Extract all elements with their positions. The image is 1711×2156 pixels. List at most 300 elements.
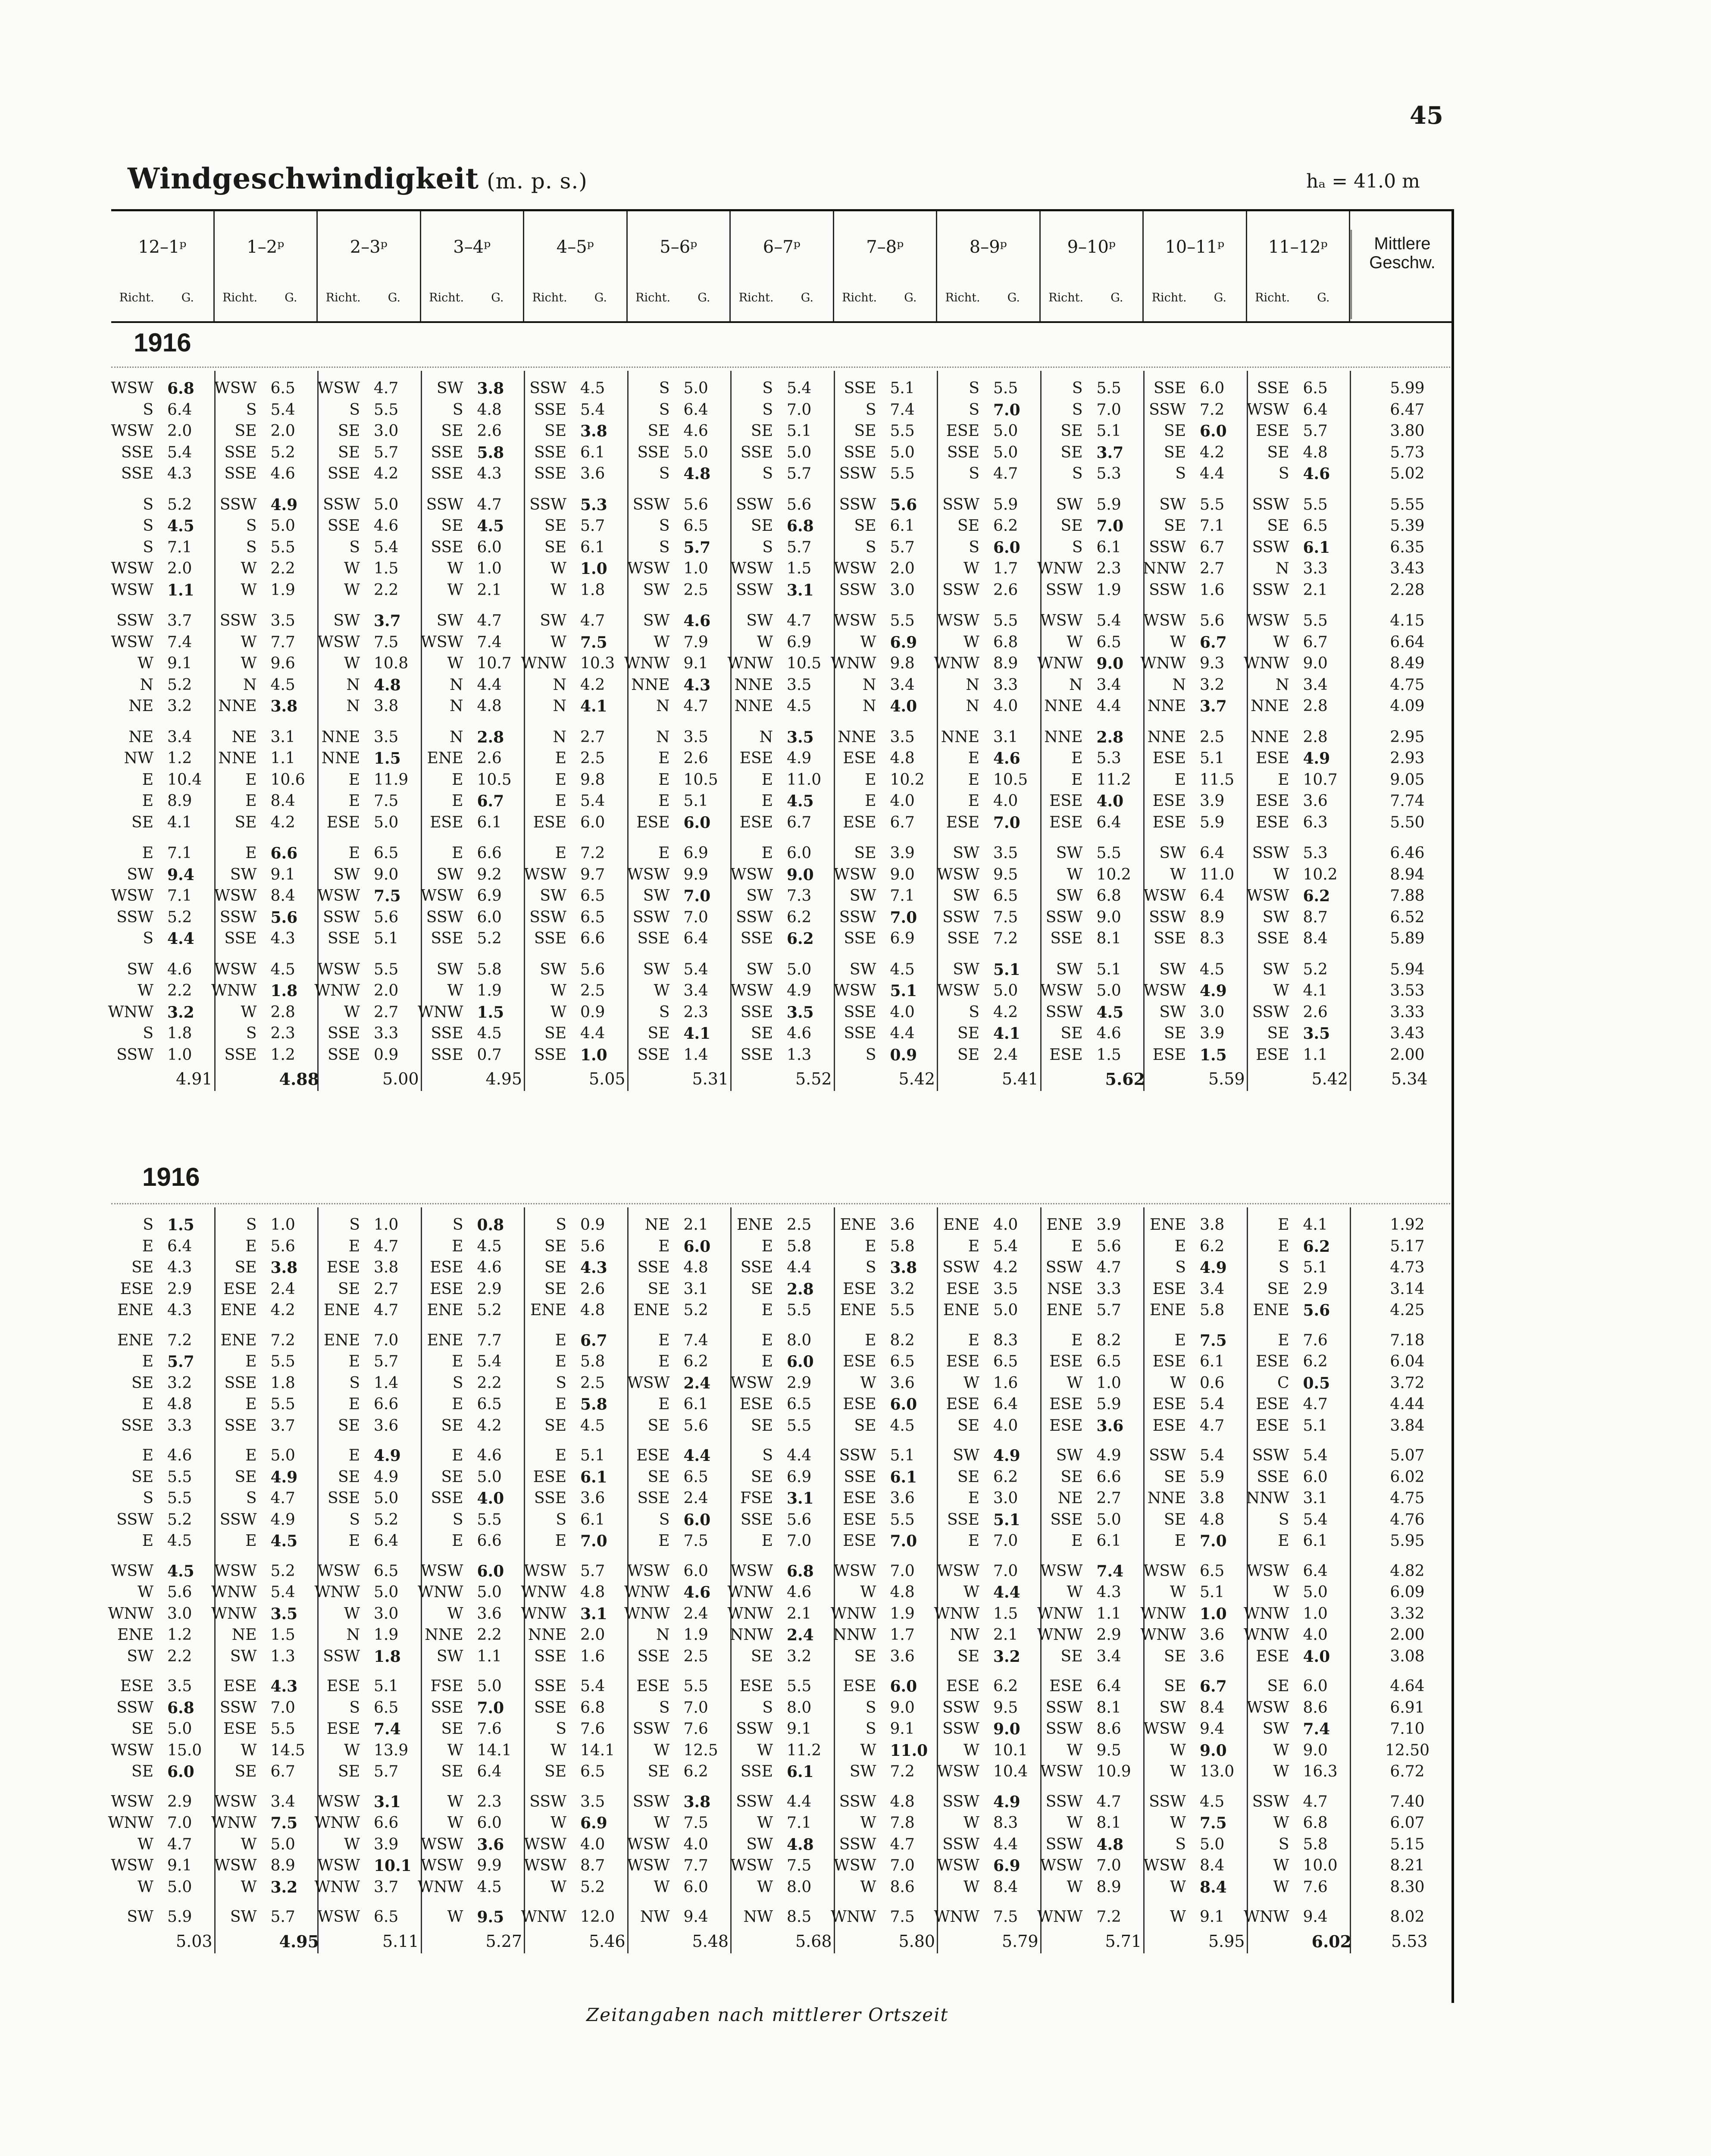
wind-speed: 3.8 bbox=[580, 422, 607, 440]
wind-speed: 6.0 bbox=[477, 908, 502, 926]
wind-direction: SE bbox=[957, 1468, 979, 1486]
wind-direction: SE bbox=[957, 1025, 979, 1042]
wind-speed: 8.2 bbox=[1096, 1331, 1121, 1349]
wind-direction: E bbox=[761, 1301, 773, 1319]
wind-speed: 2.5 bbox=[787, 1216, 812, 1234]
wind-direction: W bbox=[860, 633, 876, 651]
wind-speed: 4.9 bbox=[993, 1447, 1020, 1465]
wind-speed: 3.6 bbox=[477, 1604, 502, 1623]
wind-speed: 5.0 bbox=[993, 1301, 1018, 1319]
wind-direction: E bbox=[555, 844, 566, 862]
wind-speed: 4.8 bbox=[683, 465, 711, 483]
wind-speed: 5.5 bbox=[787, 1677, 812, 1695]
speed-subheader: G. bbox=[904, 291, 917, 304]
table-row bbox=[111, 1836, 1453, 1855]
wind-direction: SE bbox=[235, 1763, 257, 1780]
wind-direction: SW bbox=[333, 612, 360, 630]
table-row bbox=[111, 792, 1453, 811]
wind-speed: 2.5 bbox=[683, 1647, 708, 1665]
wind-direction: WSW bbox=[1040, 1763, 1083, 1780]
wind-direction: ESE bbox=[739, 749, 773, 767]
wind-direction: SSE bbox=[224, 930, 257, 947]
wind-direction: S bbox=[865, 1259, 876, 1276]
wind-direction: ENE bbox=[220, 1331, 257, 1349]
wind-speed: 1.8 bbox=[270, 982, 298, 1000]
wind-speed: 4.5 bbox=[270, 960, 295, 978]
wind-direction: WSW bbox=[111, 379, 153, 397]
wind-speed: 13.0 bbox=[1200, 1763, 1235, 1780]
wind-speed: 7.5 bbox=[1200, 1331, 1227, 1350]
wind-speed: 5.5 bbox=[787, 1416, 812, 1435]
wind-speed: 0.6 bbox=[1200, 1374, 1225, 1392]
wind-speed: 5.7 bbox=[580, 517, 605, 535]
wind-speed: 5.8 bbox=[477, 443, 504, 462]
wind-speed: 4.3 bbox=[270, 930, 295, 947]
wind-speed: 3.5 bbox=[270, 612, 295, 630]
wind-direction: SSE bbox=[534, 1698, 566, 1717]
wind-direction: WSW bbox=[1143, 612, 1186, 630]
wind-direction: WNW bbox=[417, 1878, 463, 1896]
wind-speed: 6.1 bbox=[787, 1763, 814, 1781]
wind-speed: 4.9 bbox=[1200, 982, 1227, 1000]
wind-speed: 9.1 bbox=[167, 1857, 192, 1874]
speed-subheader: G. bbox=[594, 291, 607, 304]
wind-direction: SSE bbox=[534, 1677, 566, 1695]
wind-direction: SE bbox=[647, 1468, 670, 1486]
wind-direction: W bbox=[1273, 1857, 1289, 1874]
wind-direction: SSW bbox=[942, 1259, 979, 1276]
wind-direction: WSW bbox=[627, 1857, 670, 1874]
hourly-average: 5.31 bbox=[692, 1069, 729, 1088]
wind-speed: 7.0 bbox=[787, 401, 812, 419]
wind-direction: SE bbox=[131, 1374, 153, 1392]
wind-speed: 1.0 bbox=[270, 1216, 295, 1234]
wind-speed: 3.5 bbox=[993, 1280, 1018, 1298]
wind-direction: W bbox=[1067, 1814, 1083, 1832]
wind-speed: 9.7 bbox=[580, 865, 605, 884]
wind-speed: 4.9 bbox=[270, 495, 298, 514]
wind-speed: 6.7 bbox=[1200, 633, 1227, 652]
wind-speed: 7.6 bbox=[580, 1720, 605, 1738]
wind-direction: ESE bbox=[843, 1395, 876, 1413]
wind-direction: WNW bbox=[521, 1908, 566, 1926]
wind-direction: ESE bbox=[843, 1532, 876, 1550]
wind-speed: 7.5 bbox=[1200, 1814, 1227, 1832]
wind-direction: WNW bbox=[314, 982, 360, 1000]
wind-speed: 9.0 bbox=[890, 865, 915, 884]
wind-speed: 8.1 bbox=[1096, 1814, 1121, 1832]
wind-direction: SE bbox=[441, 1763, 463, 1780]
wind-direction: E bbox=[658, 792, 670, 810]
wind-direction: S bbox=[762, 379, 773, 397]
wind-speed: 7.2 bbox=[993, 930, 1018, 947]
wind-direction: SW bbox=[230, 865, 257, 884]
wind-direction: SSE bbox=[431, 1489, 463, 1507]
wind-direction: SE bbox=[338, 1280, 360, 1298]
wind-speed: 3.4 bbox=[167, 728, 192, 746]
wind-direction: SW bbox=[643, 960, 670, 978]
wind-direction: WSW bbox=[1246, 401, 1289, 419]
wind-speed: 4.5 bbox=[270, 1532, 298, 1550]
wind-speed: 2.1 bbox=[1303, 581, 1328, 599]
wind-direction: WNW bbox=[934, 1604, 979, 1623]
wind-speed: 6.5 bbox=[374, 1698, 399, 1717]
wind-direction: WNW bbox=[108, 1003, 153, 1021]
wind-speed: 3.0 bbox=[993, 1489, 1018, 1507]
wind-speed: 9.4 bbox=[1303, 1908, 1328, 1926]
wind-speed: 9.5 bbox=[477, 1908, 504, 1926]
wind-speed: 7.4 bbox=[167, 633, 192, 651]
wind-speed: 6.6 bbox=[374, 1395, 399, 1413]
wind-direction: E bbox=[245, 792, 257, 810]
wind-speed: 1.1 bbox=[477, 1647, 502, 1665]
wind-speed: 6.8 bbox=[1303, 1814, 1328, 1832]
wind-speed: 4.1 bbox=[580, 697, 607, 715]
wind-direction: N bbox=[553, 728, 566, 746]
wind-direction: SSW bbox=[529, 379, 566, 397]
wind-direction: W bbox=[1170, 1763, 1186, 1780]
wind-direction: SW bbox=[953, 1447, 979, 1464]
wind-direction: W bbox=[654, 1878, 670, 1896]
wind-direction: N bbox=[450, 697, 463, 715]
wind-speed: 6.7 bbox=[580, 1331, 607, 1350]
wind-direction: ESE bbox=[636, 1447, 670, 1464]
wind-direction: E bbox=[658, 749, 670, 767]
wind-speed: 10.2 bbox=[1096, 865, 1131, 884]
wind-speed: 9.1 bbox=[1200, 1908, 1225, 1926]
hourly-average: 5.79 bbox=[1002, 1932, 1038, 1951]
wind-direction: SSW bbox=[942, 1698, 979, 1717]
wind-speed: 4.0 bbox=[993, 1416, 1018, 1435]
wind-speed: 2.3 bbox=[683, 1003, 708, 1021]
wind-speed: 2.3 bbox=[1096, 560, 1121, 577]
wind-speed: 1.5 bbox=[787, 560, 812, 577]
wind-direction: WNW bbox=[830, 1604, 876, 1623]
table-row bbox=[111, 1374, 1453, 1393]
wind-direction: WSW bbox=[833, 982, 876, 1000]
wind-direction: SSE bbox=[328, 465, 360, 483]
wind-direction: S bbox=[143, 1216, 153, 1234]
wind-speed: 5.3 bbox=[580, 495, 607, 514]
wind-speed: 9.4 bbox=[1200, 1720, 1225, 1738]
wind-speed: 2.9 bbox=[167, 1792, 192, 1811]
wind-speed: 2.2 bbox=[167, 982, 192, 1000]
wind-direction: SSW bbox=[632, 1792, 670, 1811]
wind-direction: WSW bbox=[627, 1835, 670, 1853]
wind-direction: ENE bbox=[1149, 1216, 1186, 1234]
wind-direction: ENE bbox=[633, 1301, 670, 1319]
wind-direction: SW bbox=[643, 887, 670, 905]
wind-direction: ESE bbox=[946, 1395, 979, 1413]
wind-direction: WNW bbox=[521, 655, 566, 672]
mean-speed: 6.07 bbox=[1390, 1814, 1425, 1832]
wind-speed: 8.9 bbox=[1096, 1878, 1121, 1896]
right-border bbox=[1451, 209, 1454, 2003]
table-row bbox=[111, 676, 1453, 695]
mean-speed: 3.84 bbox=[1390, 1416, 1425, 1435]
wind-direction: SE bbox=[957, 517, 979, 535]
wind-direction: ESE bbox=[1256, 749, 1289, 767]
wind-speed: 8.0 bbox=[787, 1698, 812, 1717]
table-row bbox=[111, 1332, 1453, 1351]
wind-speed: 2.0 bbox=[167, 422, 192, 440]
wind-direction: W bbox=[757, 633, 773, 651]
wind-speed: 3.6 bbox=[580, 1489, 605, 1507]
wind-direction: SSE bbox=[328, 930, 360, 947]
wind-direction: WSW bbox=[420, 1835, 463, 1853]
wind-speed: 5.2 bbox=[1303, 960, 1328, 978]
wind-speed: 5.1 bbox=[890, 982, 917, 1000]
wind-speed: 7.2 bbox=[890, 1763, 915, 1780]
wind-speed: 6.7 bbox=[1200, 1677, 1227, 1695]
mean-speed: 3.14 bbox=[1390, 1280, 1425, 1298]
mean-speed: 5.07 bbox=[1390, 1447, 1425, 1464]
wind-speed: 6.8 bbox=[993, 633, 1018, 651]
wind-direction: WSW bbox=[730, 1562, 773, 1580]
wind-direction: W bbox=[137, 1583, 153, 1601]
wind-direction: WNW bbox=[1140, 1626, 1186, 1644]
table-row bbox=[111, 887, 1453, 906]
wind-direction: E bbox=[1174, 1237, 1186, 1255]
wind-direction: WNW bbox=[1243, 655, 1289, 672]
wind-speed: 4.9 bbox=[1096, 1447, 1121, 1464]
wind-direction: SSW bbox=[1252, 581, 1289, 599]
wind-direction: W bbox=[654, 1814, 670, 1832]
wind-speed: 6.5 bbox=[1096, 1353, 1121, 1370]
wind-speed: 7.2 bbox=[167, 1331, 192, 1349]
wind-direction: E bbox=[1278, 1532, 1289, 1550]
wind-speed: 3.3 bbox=[993, 676, 1018, 694]
wind-speed: 5.6 bbox=[1200, 612, 1225, 630]
wind-direction: E bbox=[761, 1532, 773, 1550]
wind-direction: E bbox=[761, 1331, 773, 1349]
wind-direction: SE bbox=[1060, 1647, 1083, 1665]
wind-speed: 4.0 bbox=[1303, 1647, 1330, 1666]
wind-speed: 6.7 bbox=[270, 1763, 295, 1780]
wind-speed: 6.0 bbox=[683, 813, 711, 832]
wind-speed: 8.9 bbox=[270, 1857, 295, 1874]
wind-speed: 7.2 bbox=[580, 844, 605, 862]
wind-speed: 3.0 bbox=[167, 1604, 192, 1623]
wind-direction: S bbox=[452, 401, 463, 419]
wind-speed: 1.0 bbox=[477, 560, 502, 577]
mean-speed: 5.15 bbox=[1390, 1835, 1425, 1853]
wind-direction: W bbox=[963, 1583, 979, 1601]
wind-direction: E bbox=[658, 1395, 670, 1413]
wind-direction: WNW bbox=[934, 655, 979, 672]
wind-direction: ESE bbox=[1256, 1647, 1289, 1665]
wind-direction: SSE bbox=[534, 465, 566, 483]
hourly-average: 5.46 bbox=[589, 1932, 626, 1951]
wind-direction: SW bbox=[746, 960, 773, 978]
wind-direction: ESE bbox=[533, 1468, 566, 1486]
wind-direction: SSE bbox=[1154, 379, 1186, 397]
wind-speed: 4.3 bbox=[580, 1259, 607, 1277]
wind-speed: 6.2 bbox=[993, 1677, 1018, 1695]
wind-speed: 1.5 bbox=[993, 1604, 1018, 1623]
direction-subheader: Richt. bbox=[532, 291, 567, 304]
wind-speed: 5.1 bbox=[683, 792, 708, 810]
wind-speed: 9.9 bbox=[683, 865, 708, 884]
mean-speed: 7.74 bbox=[1390, 792, 1425, 810]
wind-direction: ENE bbox=[943, 1301, 979, 1319]
wind-direction: SSE bbox=[844, 1468, 876, 1486]
wind-direction: SSW bbox=[839, 581, 876, 599]
wind-speed: 6.0 bbox=[477, 1562, 504, 1580]
wind-direction: SW bbox=[540, 612, 566, 630]
speed-subheader: G. bbox=[801, 291, 813, 304]
wind-direction: W bbox=[1067, 1374, 1083, 1392]
wind-speed: 1.2 bbox=[167, 1626, 192, 1644]
wind-direction: WSW bbox=[317, 887, 360, 905]
wind-speed: 5.4 bbox=[374, 538, 399, 556]
wind-direction: E bbox=[865, 792, 876, 810]
wind-direction: WSW bbox=[420, 887, 463, 905]
wind-direction: WSW bbox=[111, 887, 153, 905]
wind-speed: 1.9 bbox=[477, 982, 502, 1000]
wind-speed: 3.1 bbox=[787, 581, 814, 599]
wind-speed: 4.5 bbox=[167, 517, 194, 535]
wind-direction: ESE bbox=[430, 1280, 463, 1298]
wind-direction: S bbox=[762, 401, 773, 419]
wind-direction: SE bbox=[854, 517, 876, 535]
wind-speed: 9.5 bbox=[1096, 1741, 1121, 1759]
wind-direction: W bbox=[241, 560, 257, 577]
title-text: Windgeschwindigkeit bbox=[128, 162, 479, 195]
wind-speed: 5.7 bbox=[683, 538, 711, 557]
wind-direction: ENE bbox=[117, 1626, 153, 1644]
wind-speed: 3.2 bbox=[167, 697, 192, 715]
wind-speed: 1.6 bbox=[580, 1647, 605, 1665]
wind-direction: N bbox=[863, 697, 876, 715]
wind-speed: 6.1 bbox=[580, 538, 605, 556]
wind-direction: NNE bbox=[218, 697, 257, 715]
table-row bbox=[111, 1468, 1453, 1487]
wind-speed: 6.8 bbox=[167, 1698, 194, 1717]
wind-direction: WNW bbox=[314, 1583, 360, 1601]
wind-speed: 2.9 bbox=[167, 1280, 192, 1298]
wind-speed: 3.2 bbox=[1200, 676, 1225, 694]
wind-direction: W bbox=[447, 982, 463, 1000]
wind-direction: ESE bbox=[843, 1489, 876, 1507]
speed-subheader: G. bbox=[1110, 291, 1123, 304]
wind-direction: SSE bbox=[224, 1046, 257, 1064]
wind-direction: WNW bbox=[624, 1583, 670, 1601]
wind-speed: 1.8 bbox=[167, 1025, 192, 1042]
wind-direction: SW bbox=[1056, 887, 1083, 905]
wind-speed: 7.2 bbox=[1096, 1908, 1121, 1926]
wind-speed: 4.6 bbox=[270, 465, 295, 483]
wind-direction: SSW bbox=[839, 908, 876, 926]
wind-direction: ESE bbox=[1152, 1046, 1186, 1064]
wind-direction: W bbox=[137, 655, 153, 672]
wind-direction: SE bbox=[544, 1280, 566, 1298]
wind-speed: 5.2 bbox=[374, 1510, 399, 1529]
wind-speed: 4.1 bbox=[1303, 1216, 1328, 1234]
wind-direction: ESE bbox=[1049, 792, 1083, 810]
wind-speed: 6.0 bbox=[167, 1763, 194, 1781]
wind-speed: 2.6 bbox=[683, 749, 708, 767]
block-year: 1916 bbox=[134, 328, 191, 357]
direction-subheader: Richt. bbox=[325, 291, 361, 304]
wind-speed: 6.0 bbox=[683, 1878, 708, 1896]
wind-direction: S bbox=[143, 401, 153, 419]
wind-speed: 4.9 bbox=[374, 1468, 399, 1486]
wind-speed: 6.4 bbox=[683, 401, 708, 419]
wind-direction: W bbox=[241, 1003, 257, 1021]
wind-speed: 4.9 bbox=[1303, 749, 1330, 768]
table-row bbox=[111, 496, 1453, 515]
wind-speed: 3.8 bbox=[1200, 1489, 1225, 1507]
wind-direction: E bbox=[1278, 1216, 1289, 1234]
wind-direction: WNW bbox=[727, 1583, 773, 1601]
wind-speed: 4.2 bbox=[477, 1416, 502, 1435]
wind-direction: WSW bbox=[1040, 612, 1083, 630]
wind-direction: SSE bbox=[637, 443, 670, 461]
wind-speed: 16.3 bbox=[1303, 1763, 1338, 1780]
wind-direction: ENE bbox=[530, 1301, 566, 1319]
wind-direction: WNW bbox=[624, 1604, 670, 1623]
wind-speed: 6.5 bbox=[683, 517, 708, 535]
wind-direction: SSE bbox=[1257, 379, 1289, 397]
wind-speed: 3.0 bbox=[890, 581, 915, 599]
wind-speed: 9.0 bbox=[1096, 655, 1124, 673]
wind-direction: WSW bbox=[420, 1562, 463, 1580]
wind-direction: WSW bbox=[937, 1562, 979, 1580]
wind-speed: 2.0 bbox=[580, 1626, 605, 1644]
wind-speed: 1.6 bbox=[1200, 581, 1225, 599]
wind-speed: 5.6 bbox=[374, 908, 399, 926]
wind-speed: 4.2 bbox=[993, 1259, 1018, 1276]
wind-speed: 4.0 bbox=[890, 1003, 915, 1021]
wind-speed: 5.1 bbox=[993, 1510, 1020, 1529]
wind-direction: ESE bbox=[120, 1677, 153, 1695]
wind-direction: W bbox=[757, 1878, 773, 1896]
wind-direction: SE bbox=[957, 1046, 979, 1064]
wind-direction: ESE bbox=[1256, 422, 1289, 440]
wind-speed: 7.5 bbox=[374, 633, 399, 651]
wind-speed: 4.7 bbox=[167, 1835, 192, 1853]
wind-direction: WSW bbox=[1040, 1857, 1083, 1874]
wind-direction: S bbox=[143, 495, 153, 514]
wind-speed: 8.4 bbox=[270, 792, 295, 810]
wind-speed: 2.6 bbox=[580, 1280, 605, 1298]
wind-speed: 10.4 bbox=[167, 771, 202, 789]
wind-direction: WSW bbox=[833, 612, 876, 630]
table-row bbox=[111, 612, 1453, 631]
wind-speed: 6.0 bbox=[1200, 379, 1225, 397]
wind-direction: N bbox=[553, 676, 566, 694]
table-row bbox=[111, 1699, 1453, 1718]
wind-direction: W bbox=[1273, 1741, 1289, 1759]
wind-direction: W bbox=[860, 1814, 876, 1832]
wind-direction: E bbox=[1174, 1532, 1186, 1550]
wind-direction: W bbox=[963, 1741, 979, 1759]
mean-speed: 4.76 bbox=[1390, 1510, 1425, 1529]
wind-speed: 3.7 bbox=[270, 1416, 295, 1435]
wind-speed: 4.9 bbox=[1200, 1259, 1227, 1277]
wind-direction: SE bbox=[751, 517, 773, 535]
wind-direction: WNW bbox=[1037, 655, 1083, 672]
wind-direction: SSE bbox=[844, 443, 876, 461]
wind-speed: 9.0 bbox=[1303, 1741, 1328, 1759]
wind-direction: ESE bbox=[1152, 792, 1186, 810]
wind-direction: N bbox=[140, 676, 153, 694]
wind-speed: 5.5 bbox=[1303, 612, 1328, 630]
wind-speed: 8.4 bbox=[1200, 1698, 1225, 1717]
wind-speed: 4.6 bbox=[683, 1583, 711, 1601]
wind-direction: WNW bbox=[1243, 1626, 1289, 1644]
